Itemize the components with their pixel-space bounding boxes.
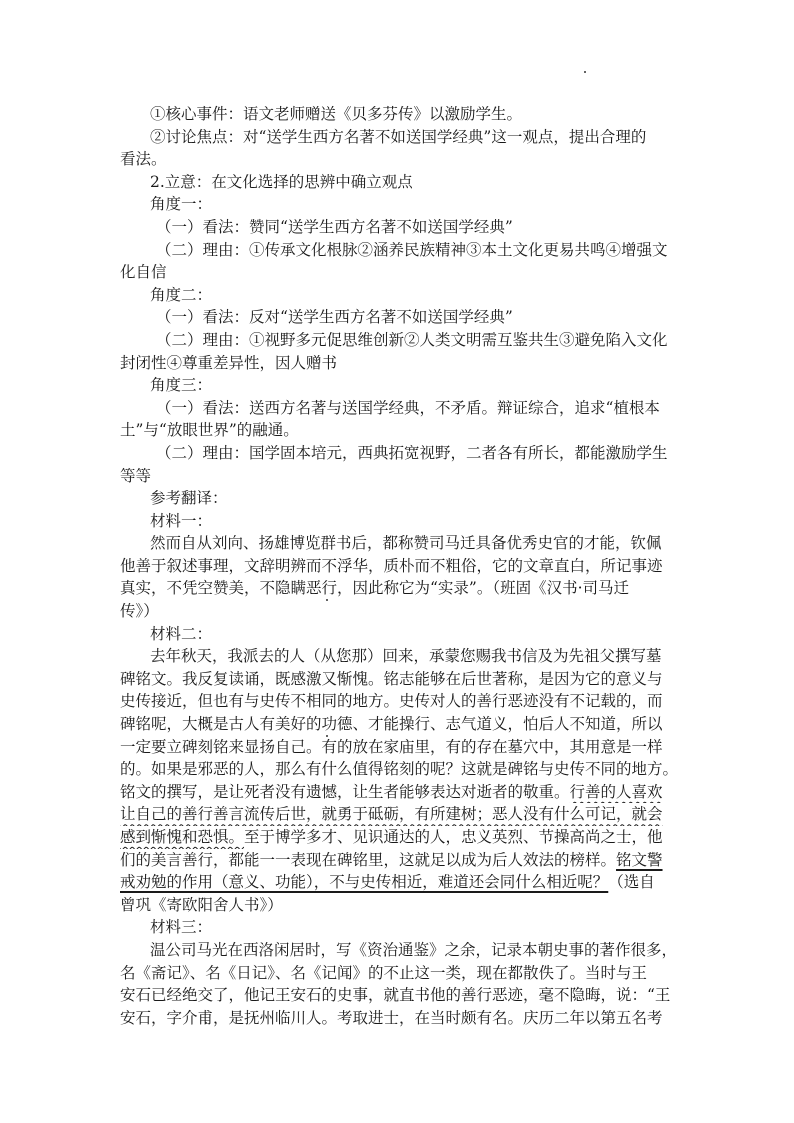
line-text: 的。如果是邪恶的人，那么有什么值得铭刻的呢？这就是碑铭与史传不同的地方。 [120,760,679,779]
wavy-underlined-text: 行善的人喜欢 [569,782,663,801]
line-text: 角度三： [150,376,213,395]
text-line [120,397,680,420]
line-text: 参考翻译： [150,489,228,508]
solid-underlined-text: 铭文警 [616,850,663,869]
text-line [120,894,680,917]
line-text: 等等 [120,466,152,485]
text-line [120,690,680,713]
line-text: 土”与“放眼世界”的融通。 [120,421,299,440]
line-text: （一）看法：反对“送学生西方名著不如送国学经典” [156,308,513,327]
line-text: ①核心事件：语文老师赠送《贝多芬传》以激励学生。 [150,105,523,123]
line-text: （二）理由：①视野多元促思维创新②人类文明需互鉴共生③避免陷入文化 [156,330,668,349]
text-line [120,126,680,149]
text-line [120,1007,680,1030]
document-body [120,103,680,1029]
text-line [120,736,680,759]
text-line [120,465,680,488]
text-line [120,916,680,939]
line-text: 化自信 [120,263,167,282]
text-line [120,103,680,126]
line-text: 安石，字介甫，是抚州临川人。考取进士，在当时颇有名。庆历二年以第五名考 [120,1008,663,1027]
text-line [120,148,680,171]
line-text: 然而自从刘向、扬雄博览群书后，都称赞司马迁具备优秀史官的才能，钦佩 [150,534,662,553]
text-line [120,668,680,691]
text-line [120,216,680,239]
line-text: 角度一： [150,195,213,214]
line-text: 传》） [120,602,159,621]
text-line [120,939,680,962]
text-line [120,193,680,216]
line-text: 封闭性④尊重差异性，因人赠书 [120,353,338,372]
line-text: （二）理由：①传承文化根脉②涵养民族精神③本土文化更易共鸣④增强文 [156,240,668,259]
text-line [120,962,680,985]
line-text: （一）看法：赞同“送学生西方名著不如送国学经典” [156,217,513,236]
line-text: 至于博学多才、见识通达的人，忠义英烈、节操高尚之士，他 [244,828,663,846]
line-text: 去年秋天，我派去的人（从您那）回来，承蒙您赐我书信及为先祖父撰写墓 [150,647,662,666]
text-line [120,826,680,849]
line-text: ②讨论焦点：对“送学生西方名著不如送国学经典”这一观点，提出合理的 [150,127,647,146]
text-line [120,261,680,284]
text-line [120,374,680,397]
text-line [120,645,680,668]
scan-speck [584,71,586,73]
line-text: 温公司马光在西洛闲居时，写《资治通鉴》之余，记录本朝史事的著作很多， [150,940,678,959]
text-line [120,306,680,329]
text-line [120,623,680,646]
text-line [120,781,680,804]
text-line [120,577,680,600]
line-text: 史传接近，但也有与史传不相同的地方。史传对人的善行恶迹没有不记载的，而 [120,692,663,711]
line-text: 材料二： [150,624,213,643]
text-line [120,532,680,555]
text-line [120,487,680,510]
text-line [120,555,680,578]
line-text: 们的美言善行，都能一一表现在碑铭里，这就足以成为后人效法的榜样。 [120,850,617,869]
line-text: 名《斋记》、名《日记》、名《记闻》的不止这一类，现在都散佚了。当时与王 [120,963,648,982]
text-line [120,713,680,736]
line-text: 铭文的撰写，是让死者没有遗憾，让生者能够表达对逝者的敬重。 [120,782,570,801]
text-line [120,803,680,826]
text-line [120,758,680,781]
text-line [120,442,680,465]
line-text: 材料三： [150,918,213,937]
solid-underlined-text: 戒劝勉的作用（意义、功能），不与史传相近，难道还会同什么相近呢？ [120,873,609,892]
line-text: 碑铭文。我反复读诵，既感激又惭愧。铭志能够在后世著称，是因为它的意义与 [120,669,663,688]
line-text: 看法。 [120,150,167,169]
text-line [120,984,680,1007]
text-line [120,600,680,623]
line-text: （二）理由：国学固本培元，西典拓宽视野，二者各有所长，都能激励学生 [156,443,668,462]
text-line [120,284,680,307]
text-line [120,329,680,352]
wavy-underlined-text: 让自己的善行善言流传后世，就勇于砥砺，有所建树；恶人没有什么可记，就会 [120,805,663,824]
line-text: 真实，不凭空赞美，不隐瞒恶行，因此称它为“实录”。（班固《汉书·司马迁 [120,579,630,598]
line-text: 2.立意：在文化选择的思辨中确立观点 [150,172,413,191]
line-text: 曾巩《寄欧阳舍人书》） [120,895,283,914]
text-line [120,510,680,533]
line-text: 安石已经绝交了，他记王安石的史事，就直书他的善行恶迹，毫不隐晦，说：“王 [120,986,671,1005]
line-text: （一）看法：送西方名著与送国学经典，不矛盾。辩证综合，追求“植根本 [156,398,660,417]
line-text: 角度二： [150,285,213,304]
text-line [120,352,680,375]
line-text: 材料一： [150,511,213,530]
text-line [120,239,680,262]
text-line [120,871,680,894]
text-line [120,419,680,442]
wavy-underlined-text: 感到惭愧和恐惧。 [120,828,245,846]
text-line [120,171,680,194]
line-text: 一定要立碑刻铭来显扬自己。有的放在家庙里，有的存在墓穴中，其用意是一样 [120,737,663,756]
line-text: 碑铭呢，大概是古人有美好的功德、才能操行、志气道义，怕后人不知道，所以 [120,715,663,734]
line-text: （选自 [608,873,655,892]
line-text: 他善于叙述事理，文辞明辨而不浮华，质朴而不粗俗，它的文章直白，所记事迹 [120,556,663,575]
text-line [120,849,680,872]
